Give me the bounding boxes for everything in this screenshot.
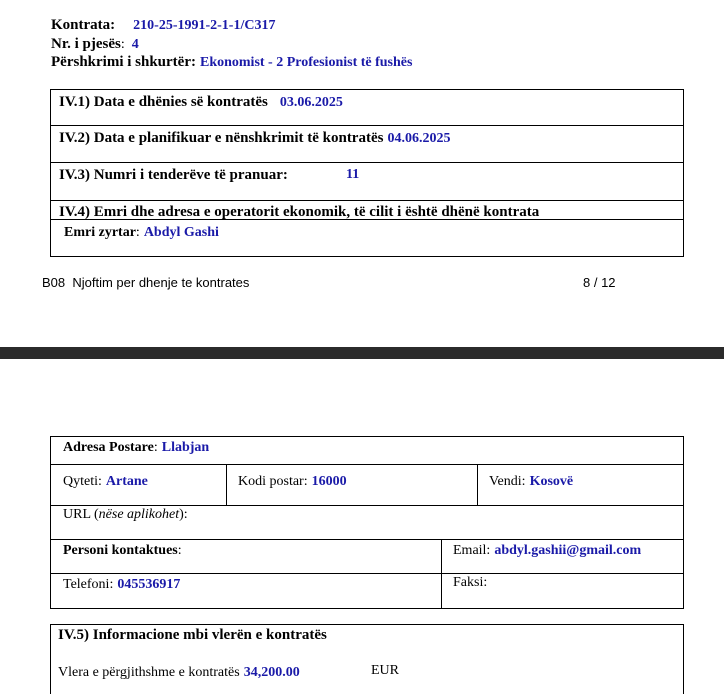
phone-value: 045536917 bbox=[117, 577, 181, 592]
part-value: 4 bbox=[131, 37, 139, 52]
official-name-value: Abdyl Gashi bbox=[143, 225, 219, 240]
email-value: abdyl.gashii@gmail.com bbox=[494, 543, 642, 558]
iv1-value: 03.06.2025 bbox=[279, 95, 343, 110]
city-cell bbox=[63, 472, 148, 490]
page-number: 8 / 12 bbox=[583, 275, 616, 290]
contact-person-label: Personi kontaktues bbox=[63, 543, 178, 558]
iv2-value: 04.06.2025 bbox=[387, 131, 451, 146]
description-value: Ekonomist - 2 Profesionist të fushës bbox=[199, 55, 413, 70]
col-divider bbox=[226, 464, 227, 505]
city-value: Artane bbox=[105, 474, 148, 489]
description-label: Përshkrimi i shkurtër: bbox=[51, 54, 196, 70]
fax-label: Faksi: bbox=[453, 575, 488, 590]
postal-code-value: 16000 bbox=[311, 474, 347, 489]
country-label: Vendi: bbox=[489, 474, 526, 489]
row-divider bbox=[50, 539, 684, 540]
city-label: Qyteti: bbox=[63, 474, 102, 489]
col-divider bbox=[477, 464, 478, 505]
url-label-end: ): bbox=[179, 507, 188, 522]
email-label: Email: bbox=[453, 543, 491, 558]
col-divider bbox=[441, 539, 442, 609]
postal-address-row: Adresa Postare: Llabjan bbox=[63, 440, 210, 455]
url-label: URL ( bbox=[63, 507, 99, 522]
phone-cell bbox=[63, 575, 180, 593]
postal-address-value: Llabjan bbox=[161, 440, 210, 455]
contract-value: 210-25-1991-2-1-1/C317 bbox=[133, 18, 276, 33]
iv1-row bbox=[59, 93, 343, 111]
contract-line bbox=[51, 16, 275, 34]
contract-label: Kontrata: bbox=[51, 17, 116, 33]
part-sep: : bbox=[120, 37, 125, 52]
postal-code-cell bbox=[238, 472, 347, 490]
row-divider bbox=[50, 162, 684, 163]
phone-label: Telefoni: bbox=[63, 577, 114, 592]
iv1-label: IV.1) Data e dhënies së kontratës bbox=[59, 94, 268, 110]
email-cell bbox=[453, 541, 641, 559]
country-cell bbox=[489, 472, 573, 490]
total-value-row bbox=[58, 663, 300, 681]
contact-person-cell: Personi kontaktues: bbox=[63, 543, 182, 558]
iv5-label: IV.5) Informacione mbi vlerën e kontratës bbox=[58, 627, 327, 643]
iv3-value: 11 bbox=[346, 167, 360, 182]
iv4-row bbox=[59, 203, 539, 221]
page-break-bar bbox=[0, 347, 724, 359]
total-value: 34,200.00 bbox=[243, 665, 300, 680]
postal-address-label: Adresa Postare bbox=[63, 440, 154, 455]
total-value-label: Vlera e përgjithshme e kontratës bbox=[58, 665, 240, 680]
url-hint: nëse aplikohet bbox=[98, 507, 180, 522]
official-name-row: Emri zyrtar: Abdyl Gashi bbox=[64, 225, 219, 240]
row-divider bbox=[50, 464, 684, 465]
description-line bbox=[51, 53, 412, 71]
iv2-row bbox=[59, 129, 450, 147]
url-row bbox=[63, 507, 188, 523]
iv4-label: IV.4) Emri dhe adresa e operatorit ekonomik, të cilit i është dhënë kontrata bbox=[59, 204, 540, 220]
iv3-row bbox=[59, 166, 288, 184]
iv3-label: IV.3) Numri i tenderëve të pranuar: bbox=[59, 167, 288, 183]
currency: EUR bbox=[371, 663, 399, 678]
part-label: Nr. i pjesës bbox=[51, 36, 121, 52]
row-divider bbox=[50, 505, 684, 506]
country-value: Kosovë bbox=[529, 474, 574, 489]
part-line bbox=[51, 35, 139, 53]
row-divider bbox=[50, 200, 684, 201]
row-divider bbox=[50, 573, 684, 574]
footer-left: B08 Njoftim per dhenje te kontrates bbox=[42, 275, 250, 290]
official-name-label: Emri zyrtar bbox=[64, 225, 136, 240]
iv2-label: IV.2) Data e planifikuar e nënshkrimit të kontratës bbox=[59, 130, 384, 146]
postal-code-label: Kodi postar: bbox=[238, 474, 308, 489]
row-divider bbox=[50, 125, 684, 126]
